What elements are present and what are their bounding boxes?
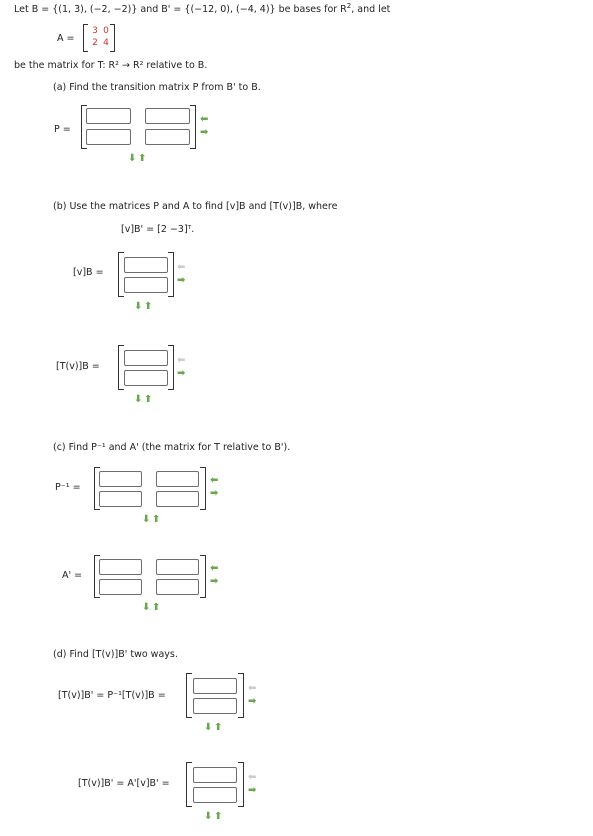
p-inverse-entry-21-input[interactable] [99, 491, 142, 507]
remove-row-arrow-icon[interactable]: ⬆ [138, 153, 147, 164]
add-row-arrow-icon[interactable]: ⬇ [128, 153, 137, 164]
add-column-arrow-icon[interactable]: ➡ [200, 127, 209, 138]
p-entry-11-input[interactable] [86, 108, 131, 124]
add-column-arrow-icon[interactable]: ➡ [248, 696, 257, 707]
way-1-label: [T(v)]B' = P⁻¹[T(v)]B = [58, 690, 166, 701]
add-column-arrow-icon[interactable]: ➡ [210, 488, 219, 499]
way-2-label: [T(v)]B' = A'[v]B' = [78, 778, 170, 789]
add-row-arrow-icon[interactable]: ⬇ [142, 602, 151, 613]
a-entry-12: 0 [103, 26, 109, 36]
way-2-entry-2-input[interactable] [193, 787, 237, 803]
remove-column-arrow-icon[interactable]: ⬅ [248, 683, 257, 694]
left-bracket [83, 24, 88, 52]
right-bracket [190, 105, 196, 149]
a-prime-entry-22-input[interactable] [156, 579, 199, 595]
remove-column-arrow-icon[interactable]: ⬅ [177, 262, 186, 273]
p-inverse-entry-12-input[interactable] [156, 471, 199, 487]
a-matrix [83, 24, 115, 52]
right-bracket [238, 762, 244, 807]
add-column-arrow-icon[interactable]: ➡ [210, 576, 219, 587]
add-row-arrow-icon[interactable]: ⬇ [134, 301, 143, 312]
right-bracket [200, 555, 206, 598]
remove-row-arrow-icon[interactable]: ⬆ [144, 394, 153, 405]
remove-column-arrow-icon[interactable]: ⬅ [200, 114, 209, 125]
p-entry-12-input[interactable] [145, 108, 190, 124]
tv-b-entry-1-input[interactable] [124, 350, 168, 366]
left-bracket [186, 673, 192, 718]
a-prime-label: A' = [62, 570, 83, 581]
part-a-prompt: (a) Find the transition matrix P from B' to B. [53, 82, 261, 93]
a-entry-21: 2 [92, 38, 98, 48]
a-prime-entry-11-input[interactable] [99, 559, 142, 575]
left-bracket [186, 762, 192, 807]
intro-line-2: be the matrix for T: R² → R² relative to B. [14, 60, 208, 71]
v-b-label: [v]B = [73, 267, 104, 278]
way-2-entry-1-input[interactable] [193, 767, 237, 783]
add-row-arrow-icon[interactable]: ⬇ [142, 514, 151, 525]
a-prime-entry-21-input[interactable] [99, 579, 142, 595]
a-matrix-label: A = [57, 33, 75, 44]
p-inverse-entry-22-input[interactable] [156, 491, 199, 507]
right-bracket [238, 673, 244, 718]
intro-text-end: , and let [351, 4, 391, 15]
add-column-arrow-icon[interactable]: ➡ [177, 368, 186, 379]
remove-column-arrow-icon[interactable]: ⬅ [248, 772, 257, 783]
p-label: P = [54, 124, 71, 135]
right-bracket [168, 252, 174, 297]
intro-superscript: 2 [346, 2, 352, 10]
right-bracket [200, 467, 206, 510]
remove-column-arrow-icon[interactable]: ⬅ [177, 355, 186, 366]
v-b-entry-1-input[interactable] [124, 257, 168, 273]
right-bracket [168, 345, 174, 390]
p-inverse-label: P⁻¹ = [55, 482, 81, 493]
v-b-entry-2-input[interactable] [124, 277, 168, 293]
part-b-given: [v]B' = [2 −3]ᵀ. [121, 224, 195, 235]
p-entry-21-input[interactable] [86, 129, 131, 145]
p-inverse-matrix [94, 467, 206, 510]
p-matrix [81, 105, 196, 149]
tv-b-entry-2-input[interactable] [124, 370, 168, 386]
tv-b-label: [T(v)]B = [56, 361, 100, 372]
way-2-matrix [186, 762, 244, 807]
way-1-entry-2-input[interactable] [193, 698, 237, 714]
a-prime-matrix [94, 555, 206, 598]
a-entry-11: 3 [92, 26, 98, 36]
part-d-prompt: (d) Find [T(v)]B' two ways. [53, 649, 178, 660]
way-1-matrix [186, 673, 244, 718]
p-entry-22-input[interactable] [145, 129, 190, 145]
add-row-arrow-icon[interactable]: ⬇ [204, 722, 213, 733]
add-column-arrow-icon[interactable]: ➡ [177, 275, 186, 286]
p-inverse-entry-11-input[interactable] [99, 471, 142, 487]
a-entry-22: 4 [103, 38, 109, 48]
add-row-arrow-icon[interactable]: ⬇ [204, 811, 213, 822]
intro-text: Let B = {(1, 3), (−2, −2)} and B' = {(−12, 0), (−4, 4)} be bases for R [14, 4, 347, 15]
add-row-arrow-icon[interactable]: ⬇ [134, 394, 143, 405]
remove-column-arrow-icon[interactable]: ⬅ [210, 475, 219, 486]
remove-row-arrow-icon[interactable]: ⬆ [214, 722, 223, 733]
remove-row-arrow-icon[interactable]: ⬆ [152, 602, 161, 613]
remove-row-arrow-icon[interactable]: ⬆ [214, 811, 223, 822]
part-b-prompt: (b) Use the matrices P and A to find [v]B and [T(v)]B, where [53, 201, 338, 212]
remove-row-arrow-icon[interactable]: ⬆ [144, 301, 153, 312]
tv-b-matrix [118, 345, 174, 390]
part-c-prompt: (c) Find P⁻¹ and A' (the matrix for T relative to B'). [53, 442, 291, 453]
way-1-entry-1-input[interactable] [193, 678, 237, 694]
v-b-matrix [118, 252, 174, 297]
add-column-arrow-icon[interactable]: ➡ [248, 785, 257, 796]
a-prime-entry-12-input[interactable] [156, 559, 199, 575]
remove-column-arrow-icon[interactable]: ⬅ [210, 563, 219, 574]
remove-row-arrow-icon[interactable]: ⬆ [152, 514, 161, 525]
intro-line-1 [14, 4, 390, 15]
